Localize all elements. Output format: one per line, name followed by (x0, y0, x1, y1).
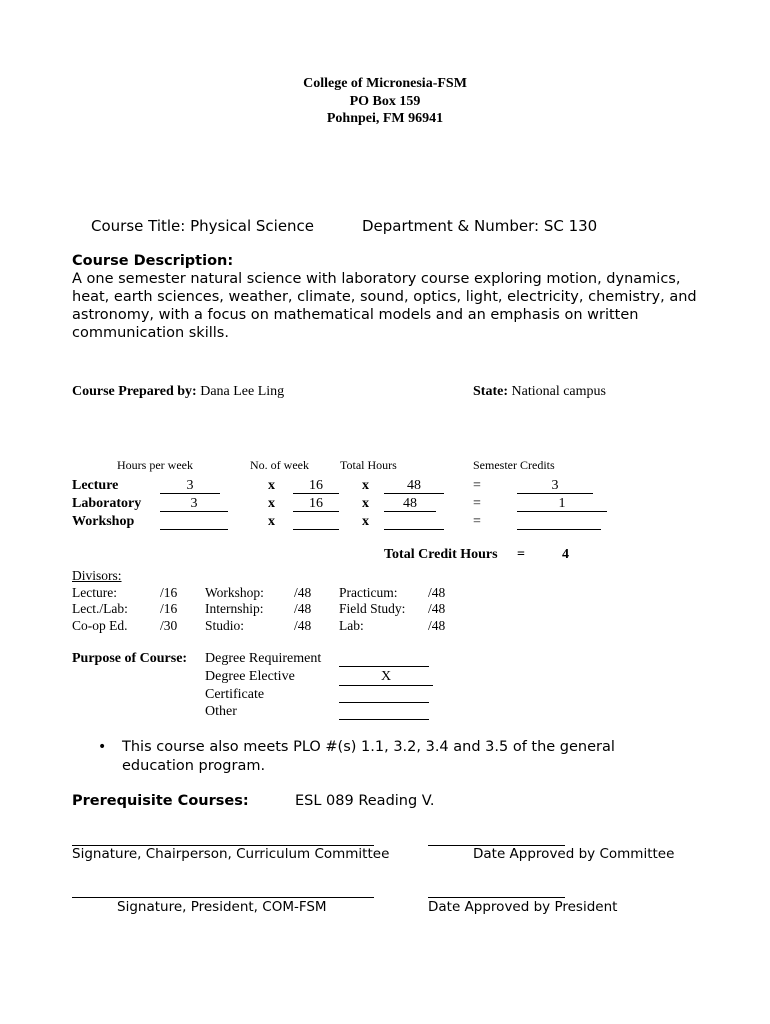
prepared-by-name: Dana Lee Ling (200, 384, 285, 399)
date-president-label: Date Approved by President (428, 899, 618, 915)
signature-president-label: Signature, President, COM-FSM (117, 899, 327, 915)
workshop-credits (517, 514, 601, 530)
signature-line-president (72, 897, 374, 898)
state-label: State: (473, 384, 508, 399)
prepared-by-label: Course Prepared by: (72, 384, 197, 399)
state (473, 384, 606, 400)
times-sign: x (362, 496, 369, 511)
signature-chair-label: Signature, Chairperson, Curriculum Committee (72, 846, 390, 862)
prepared-by (72, 384, 284, 400)
divisor-value: /48 (294, 601, 312, 616)
bullet-icon: • (98, 739, 107, 755)
workshop-total (384, 514, 444, 530)
times-sign: x (268, 496, 275, 511)
college-name: College of Micronesia-FSM (303, 76, 467, 91)
divisor-label: Practicum: (339, 585, 398, 600)
row-label-lecture: Lecture (72, 478, 119, 493)
total-equals-sign: = (517, 547, 525, 562)
purpose-option-mark (339, 651, 429, 667)
purpose-option-mark (339, 687, 429, 703)
divisor-value: /48 (428, 585, 446, 600)
equals-sign: = (473, 496, 481, 511)
purpose-label: Purpose of Course: (72, 651, 188, 666)
divisor-value: /48 (428, 601, 446, 616)
times-sign: x (268, 478, 275, 493)
divisor-label: Field Study: (339, 601, 406, 616)
date-committee-label: Date Approved by Committee (473, 846, 675, 862)
divisor-label: Workshop: (205, 585, 264, 600)
times-sign: x (362, 478, 369, 493)
course-description: A one semester natural science with laboratory course exploring motion, dynamics, heat, earth sciences, weather, climate, sound, optics, light, electricity, chemistry, and astronomy, with a focus on mathematical models and an emphasis on written communication skills. (72, 271, 697, 341)
divisor-label: Internship: (205, 601, 264, 616)
divisor-label: Studio: (205, 618, 245, 633)
col-semester-credits: Semester Credits (473, 458, 555, 472)
divisor-label: Co-op Ed. (72, 618, 128, 633)
laboratory-weeks: 16 (293, 497, 339, 512)
purpose-option-label: Certificate (205, 687, 265, 702)
row-label-laboratory: Laboratory (72, 496, 142, 511)
divisor-label: Lect./Lab: (72, 601, 128, 616)
divisor-label: Lecture: (72, 585, 117, 600)
prerequisite-value: ESL 089 Reading V. (295, 793, 435, 809)
col-no-of-week: No. of week (250, 458, 309, 472)
purpose-option-mark (339, 704, 429, 720)
state-value: National campus (511, 384, 606, 399)
col-hours-per-week: Hours per week (117, 458, 193, 472)
times-sign: x (268, 514, 275, 529)
workshop-hours (160, 514, 228, 530)
divisors-title: Divisors: (72, 568, 122, 583)
laboratory-hours: 3 (160, 497, 228, 512)
divisor-value: /48 (294, 618, 312, 633)
prerequisite-label: Prerequisite Courses: (72, 793, 249, 809)
purpose-option-label: Degree Elective (205, 669, 295, 684)
total-credit-hours-value: 4 (562, 547, 569, 562)
workshop-weeks (293, 514, 339, 530)
divisor-value: /16 (160, 601, 178, 616)
college-address: PO Box 159 (349, 94, 421, 109)
divisor-value: /16 (160, 585, 178, 600)
course-title: Course Title: Physical Science (91, 217, 315, 235)
lecture-hours: 3 (160, 479, 220, 494)
equals-sign: = (473, 514, 481, 529)
description-label: Course Description: (72, 253, 234, 269)
lecture-total: 48 (384, 479, 444, 494)
divisor-label: Lab: (339, 618, 364, 633)
times-sign: x (362, 514, 369, 529)
date-line-president (428, 897, 565, 898)
divisor-value: /30 (160, 618, 178, 633)
lecture-weeks: 16 (293, 479, 339, 494)
row-label-workshop: Workshop (72, 514, 135, 529)
col-total-hours: Total Hours (340, 458, 397, 472)
total-credit-hours-label: Total Credit Hours (384, 547, 498, 562)
purpose-option-label: Other (205, 704, 237, 719)
laboratory-credits: 1 (517, 497, 607, 512)
divisor-value: /48 (428, 618, 446, 633)
laboratory-total: 48 (384, 497, 436, 512)
college-city: Pohnpei, FM 96941 (326, 111, 444, 126)
purpose-option-label: Degree Requirement (205, 651, 322, 666)
equals-sign: = (473, 478, 481, 493)
plo-text-line2: education program. (122, 758, 266, 774)
lecture-credits: 3 (517, 479, 593, 494)
purpose-option-mark: X (339, 670, 433, 686)
divisor-value: /48 (294, 585, 312, 600)
plo-text-line1: This course also meets PLO #(s) 1.1, 3.2, 3.4 and 3.5 of the general (122, 739, 615, 755)
course-department: Department & Number: SC 130 (362, 217, 598, 235)
